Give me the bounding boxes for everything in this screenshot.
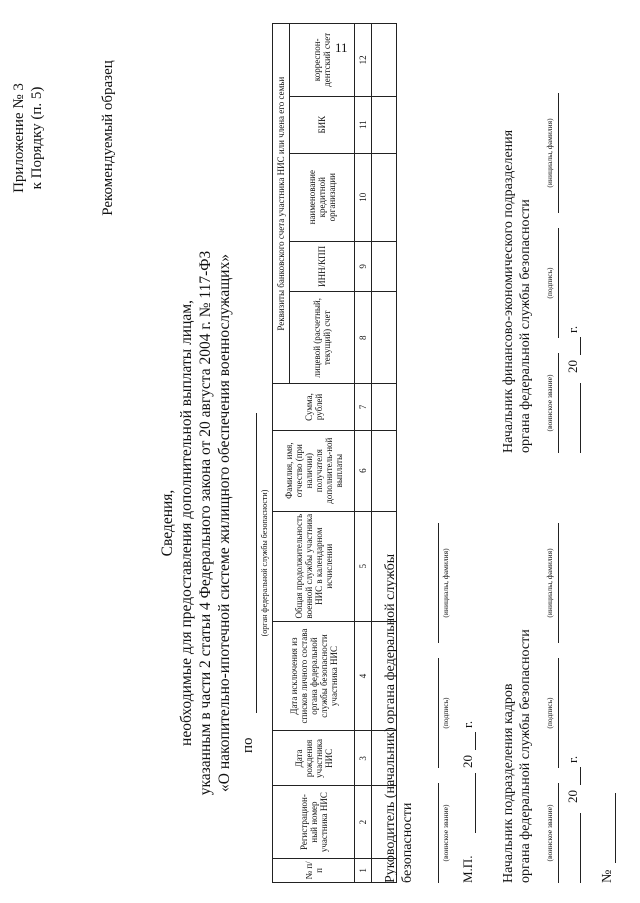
header-cell: наименование кредитной организации [290,153,355,241]
fin-year: 20 [565,360,580,373]
column-number: 7 [355,384,372,430]
head-title-line1: Руководитель (начальник) органа федеральной службы [383,553,398,883]
fin-year-suffix: г. [565,325,580,333]
hr-rank-line[interactable] [558,783,559,883]
appendix-line2: к Порядку (п. 5) [29,86,45,190]
hr-title [500,463,534,883]
head-year-line[interactable] [475,732,476,750]
table-cell[interactable] [372,292,397,384]
rotated-form [10,13,630,893]
organ-field [240,333,269,753]
hr-year-suffix: г. [565,755,580,763]
fin-sign-line[interactable] [558,228,559,338]
head-title-line2: безопасности [400,802,415,883]
column-number: 10 [355,153,372,241]
head-rank-caption: (воинское звание) [441,804,450,862]
stamp-place: М.П. [460,855,475,883]
title-line4: «О накопительно-ипотечной системе жилищного обеспечения военнослужащих» [216,254,233,792]
header-cell: корреспон-дентский счет [290,24,355,97]
head-sign-line[interactable] [438,658,439,768]
group-header-cell: Реквизиты банковского счета участника НИС или члена его семьи [273,24,290,384]
fin-title [500,33,534,453]
fin-date-line[interactable] [580,383,581,453]
fin-rank-line[interactable] [558,353,559,453]
number-fill-line[interactable] [615,793,616,863]
table-cell[interactable] [372,96,397,153]
hr-name-line[interactable] [558,523,559,643]
sample-label: Рекомендуемый образец [100,60,116,216]
header-cell: Общая продолжительность военной службы участника НИС в календарном исчислении [273,511,355,621]
appendix-block [10,23,46,253]
header-cell: лицевой (расчетный, текущий) счет [290,292,355,384]
column-number: 1 [355,858,372,882]
header-cell: Регистрацион-ный номер участника НИС [273,786,355,858]
head-date-line[interactable] [475,773,476,833]
hr-sign-caption: (подпись) [545,697,554,729]
column-number: 4 [355,621,372,731]
table-cell[interactable] [372,241,397,292]
title-line3: указанным в части 2 статьи 4 Федерального закона от 20 августа 2004 г. № 117-ФЗ [197,250,214,796]
organ-fill-line[interactable] [256,413,257,713]
fin-title-line2: органа федеральной службы безопасности [518,199,533,453]
fin-sign-caption: (подпись) [545,267,554,299]
hr-rank-caption: (воинское звание) [545,804,554,862]
hr-date-line[interactable] [580,813,581,883]
hr-year: 20 [565,790,580,803]
hr-sign-line[interactable] [558,658,559,768]
header-cell: ИНН/КПП [290,241,355,292]
head-name-line[interactable] [438,523,439,643]
fin-title-line1: Начальник финансово-экономического подразделения [501,129,516,453]
table-header-row [273,24,290,883]
column-number: 9 [355,241,372,292]
column-number: 12 [355,24,372,97]
head-year-suffix: г. [460,720,475,728]
fin-rank-caption: (воинское звание) [545,374,554,432]
header-cell: Дата рождения участника НИС [273,731,355,786]
head-year: 20 [460,755,475,768]
column-number: 5 [355,511,372,621]
fin-name-caption: (инициалы, фамилия) [545,118,554,188]
data-table [272,23,397,883]
column-number: 6 [355,430,372,511]
hr-name-caption: (инициалы, фамилия) [545,548,554,618]
table-cell[interactable] [372,24,397,97]
header-cell: № п/п [273,858,355,882]
organ-caption: (орган федеральной службы безопасности) [260,489,269,637]
table-cell[interactable] [372,153,397,241]
table-cell[interactable] [372,384,397,430]
table-number-row [355,24,372,883]
hr-title-line2: органа федеральной службы безопасности [518,629,533,883]
head-sign-caption: (подпись) [441,697,450,729]
header-cell: Сумма, рублей [273,384,355,430]
header-cell: Фамилия, имя, отчество (при наличии) получателя дополнитель-ной выплаты [273,430,355,511]
title-line1: Сведения, [159,489,176,557]
number-label: № [600,869,615,883]
document-title [158,243,234,803]
head-title [382,463,416,883]
fin-year-line[interactable] [580,337,581,355]
title-line2: необходимые для предоставления дополнительной выплаты лицам, [178,300,195,746]
page-number: 11 [335,40,348,55]
column-number: 8 [355,292,372,384]
fin-name-line[interactable] [558,93,559,213]
column-number: 11 [355,96,372,153]
head-rank-line[interactable] [438,783,439,883]
header-cell: БИК [290,96,355,153]
head-name-caption: (инициалы, фамилия) [441,548,450,618]
po-label: по [240,737,256,753]
header-cell: Дата исключения из списков личного состава органа федеральной службы безопасности участника НИС [273,621,355,731]
column-number: 3 [355,731,372,786]
appendix-line1: Приложение № 3 [11,83,27,193]
hr-title-line1: Начальник подразделения кадров [501,683,516,883]
column-number: 2 [355,786,372,858]
hr-year-line[interactable] [580,767,581,785]
